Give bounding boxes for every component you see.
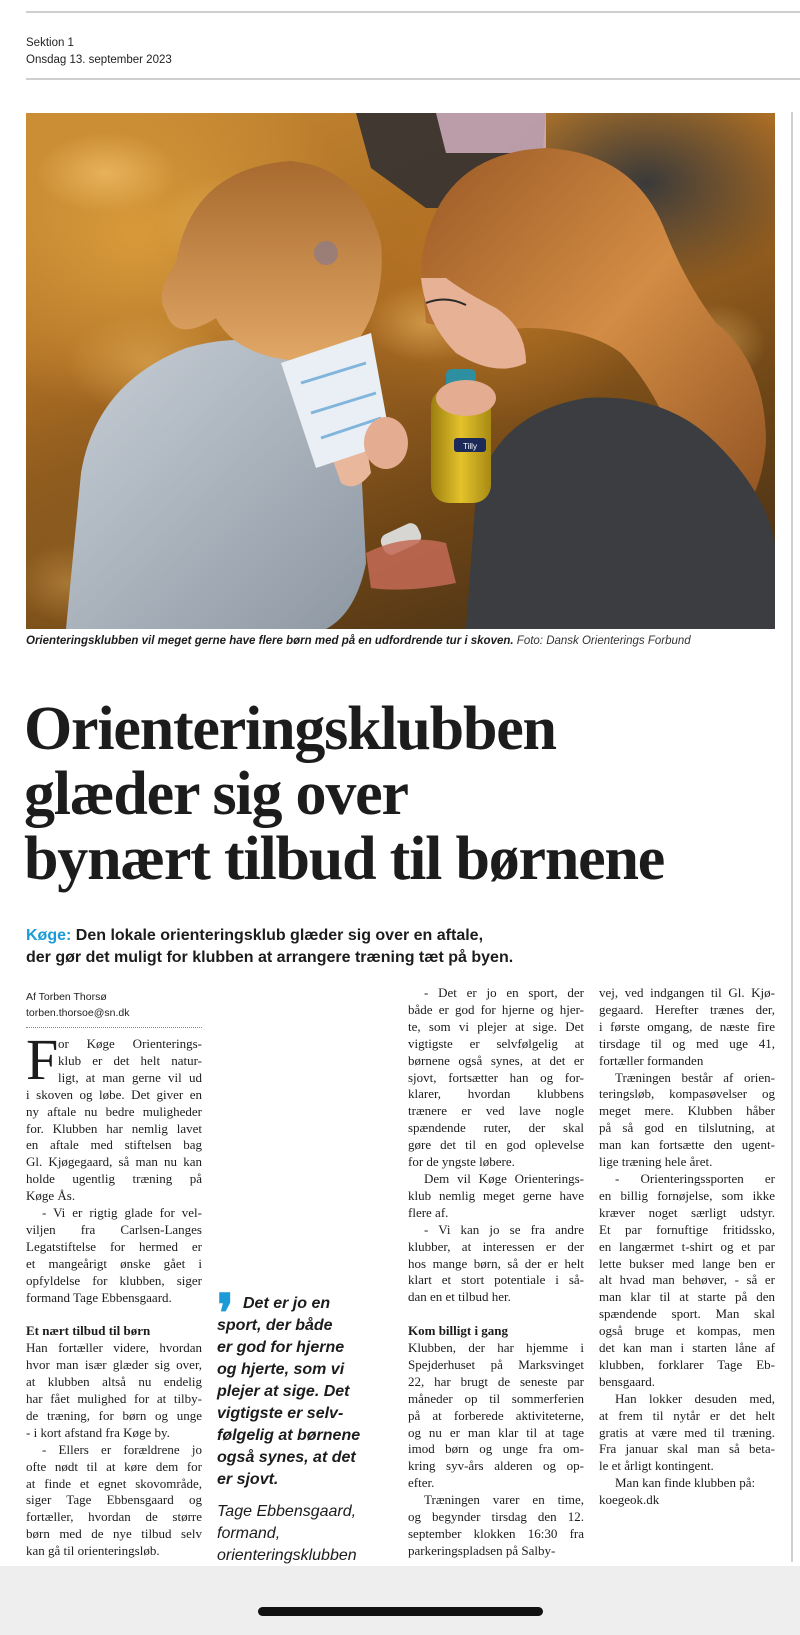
body-line: Træningen består af orien-	[615, 1069, 775, 1085]
body-line: ligt, at man gerne vil ud	[58, 1069, 202, 1085]
quote-line: følgelig at børnene	[217, 1427, 361, 1444]
body-column-3	[408, 985, 584, 1560]
quote-attribution	[217, 1501, 382, 1567]
subheading: Et nært tilbud til børn	[26, 1323, 151, 1339]
caption-text: Orienteringsklubben vil meget gerne have flere børn med på en udfordrende tur i skoven.	[26, 635, 514, 647]
body-line: at klubben altså nu endelig	[26, 1374, 202, 1390]
body-line: Fra januar skal man så beta-	[599, 1441, 775, 1457]
body-line: trænere er ved lave nogle	[408, 1103, 584, 1119]
body-line: en billig fornøjelse, som ikke	[599, 1187, 775, 1203]
body-line: Et par fornuftige fritidssko,	[599, 1221, 775, 1237]
body-line: siger Tage Ebbensgaard og	[26, 1492, 202, 1508]
body-line: både er god for hjerne og hjer-	[408, 1001, 584, 1017]
quote-mark-icon: ❜	[217, 1286, 234, 1343]
body-line: hos mange børn, så der er helt	[408, 1255, 584, 1271]
body-line: klubben, forklarer Tage Eb-	[599, 1356, 775, 1372]
body-line: vigtigste er selvfølgelig at	[408, 1035, 584, 1051]
body-line: imod børn og unge fra om-	[408, 1441, 584, 1457]
body-line: holde ugentlig træning på	[26, 1171, 202, 1187]
lead-paragraph	[26, 925, 726, 969]
issue-date: Onsdag 13. september 2023	[26, 54, 172, 66]
body-line: formand Tage Ebbensgaard.	[26, 1289, 172, 1305]
body-line: at finde et egnet skovområde,	[26, 1475, 202, 1491]
body-line: at frem til nytår er det helt	[599, 1407, 775, 1423]
body-line: Han lokker desuden med,	[615, 1390, 775, 1406]
headline-line: Orienteringsklubben	[24, 695, 556, 763]
body-line: kræver noget særligt udstyr.	[599, 1204, 775, 1220]
body-line: - i kort afstand fra Køge by.	[26, 1424, 170, 1440]
body-line: kring syv-års alderen og op-	[408, 1458, 584, 1474]
body-line: spændende ruter, der skal	[408, 1120, 584, 1136]
body-line: kan gå til orienteringsløb.	[26, 1543, 160, 1559]
quote-line: plejer at sige. Det	[217, 1383, 350, 1400]
body-line: Man kan finde klubben på:	[615, 1475, 756, 1491]
body-line: lette bukser med lange ben er	[599, 1255, 775, 1271]
body-line: for. Klubben har nemlig lavet	[26, 1120, 202, 1136]
body-line: te, som vi plejer at sige. Det	[408, 1018, 584, 1034]
body-line: bensgaard.	[599, 1373, 655, 1389]
body-line: det kan man i starten låne af	[599, 1340, 775, 1356]
body-line: har fået mulighed for at tilby-	[26, 1391, 202, 1407]
body-line: or Køge Orienterings-	[58, 1036, 202, 1051]
photo-illustration	[26, 113, 775, 629]
body-line: også bruge et kompas, men	[599, 1323, 775, 1339]
body-line: ny aftale nu bedre muligheder	[26, 1103, 202, 1119]
body-line: for de yngste løbere.	[408, 1154, 515, 1170]
lead-kicker: Køge:	[26, 927, 72, 944]
quote-line: sport, der både	[217, 1317, 333, 1334]
column-side-rule	[791, 112, 793, 1562]
body-line: sjovt, fortsætter han og for-	[408, 1069, 584, 1085]
meta-rule	[26, 78, 800, 80]
subheading: Kom billigt i gang	[408, 1323, 509, 1339]
body-line: gratis at være med til træning.	[599, 1424, 775, 1440]
headline-line: glæder sig over	[24, 760, 408, 828]
body-line: dan en et tilbud her.	[408, 1289, 511, 1305]
attribution-line: orienteringsklubben	[217, 1547, 357, 1564]
headline	[24, 697, 764, 892]
body-line: alt hvad man behøver, - så er	[599, 1272, 775, 1288]
bottom-bar	[0, 1566, 800, 1635]
body-line: september klokken 16:30 fra	[408, 1525, 584, 1541]
body-line: man kan fortsætte den ugent-	[599, 1137, 775, 1153]
body-line: børnene også synes, at det er	[408, 1052, 584, 1068]
body-line: på så god en tilslutning, at	[599, 1120, 775, 1136]
body-line: i første omgang, de næste fire	[599, 1018, 775, 1034]
lead-line: Den lokale orienteringsklub glæder sig over en aftale,	[75, 927, 484, 944]
body-line: Gl. Kjøgegaard, så man nu kan	[26, 1154, 202, 1170]
body-line: teringsløb, kompasøvelser og	[599, 1086, 775, 1102]
home-indicator[interactable]	[258, 1607, 543, 1616]
body-line: - Orienteringssporten er	[615, 1170, 775, 1186]
attribution-line: Tage Ebbensgaard,	[217, 1503, 357, 1520]
quote-line: er god for hjerne	[217, 1339, 345, 1356]
body-line: viljen fra Carlsen-Langes	[26, 1221, 202, 1237]
body-line: de træning, for børn og unge	[26, 1407, 202, 1423]
body-line: ofte nødt til at køre dem for	[26, 1458, 202, 1474]
body-line: tirsdage til og med uge 41,	[599, 1035, 775, 1051]
body-line: en langærmet t-shirt og et par	[599, 1238, 775, 1254]
quote-line: også synes, at det	[217, 1449, 356, 1466]
body-line: klubber, at interessen er der	[408, 1238, 584, 1254]
body-line: man klar til at starte på den	[599, 1289, 775, 1305]
body-line: vej, ved indgangen til Gl. Kjø-	[599, 985, 775, 1000]
body-line: en aftale med stiftelsen bag	[26, 1137, 202, 1153]
body-line: spændende sport. Man skal	[599, 1306, 775, 1322]
body-line: hvor man især glæder sig over,	[26, 1357, 202, 1373]
body-line: Spejderhuset på Marksvinget	[408, 1356, 584, 1372]
body-line: klub nemlig meget gerne have	[408, 1187, 584, 1203]
headline-line: bynært tilbud til børnene	[24, 825, 665, 893]
body-line: parkeringspladsen på Salby-	[408, 1542, 556, 1558]
quote-line: vigtigste er selv-	[217, 1405, 344, 1422]
section-label: Sektion 1	[26, 37, 74, 49]
body-line: på at forberede aktiviteterne,	[408, 1407, 584, 1423]
quote-text	[217, 1286, 382, 1491]
page-meta	[26, 35, 172, 69]
body-line: Legatstiftelse for hermed er	[26, 1238, 202, 1254]
quote-line: Det er jo en	[243, 1295, 331, 1312]
body-column-1	[26, 1027, 202, 1560]
body-line: et mangeårigt ønske gået i	[26, 1255, 202, 1271]
quote-line: er sjovt.	[217, 1471, 279, 1488]
body-line: meget mere. Klubben håber	[599, 1103, 775, 1119]
body-line: måneder op til sommerferien	[408, 1390, 584, 1406]
body-line: 22, har brugt de seneste par	[408, 1373, 584, 1389]
body-line: i skoven og løbe. Det giver en	[26, 1086, 202, 1102]
body-column-4	[599, 985, 775, 1509]
body-line: Klubben, der har hjemme i	[408, 1340, 584, 1356]
body-line: klart et stort potentiale i så-	[408, 1272, 584, 1288]
body-line: Dem vil Køge Orienterings-	[424, 1170, 584, 1186]
club-website-link[interactable]: koegeok.dk	[599, 1492, 660, 1508]
body-line: fortæller, hvordan de større	[26, 1509, 202, 1525]
top-rule	[26, 11, 800, 13]
photo-credit: Foto: Dansk Orienterings Forbund	[516, 635, 691, 647]
body-line: klub er det helt natur-	[58, 1052, 202, 1068]
quote-line: og hjerte, som vi	[217, 1361, 345, 1378]
photo-caption	[26, 634, 775, 649]
body-line: klarer, hvordan klubbens	[408, 1086, 584, 1102]
body-line: - Ellers er forældrene jo	[42, 1441, 202, 1457]
body-line: gøre det til en god oplevelse	[408, 1137, 584, 1153]
byline	[26, 989, 202, 1021]
body-line: - Vi er rigtig glade for vel-	[42, 1205, 202, 1221]
body-line: opfyldelse for klubben, siger	[26, 1272, 202, 1288]
article-photo[interactable]	[26, 113, 775, 629]
body-line: gegaard. Herefter trænes der,	[599, 1001, 775, 1017]
body-line: flere af.	[408, 1204, 449, 1220]
body-line: og begynder tirsdag den 12.	[408, 1509, 584, 1525]
body-line: efter.	[408, 1475, 435, 1491]
body-line: - Det er jo en sport, der	[424, 985, 584, 1000]
pull-quote	[217, 1286, 382, 1567]
body-line: Træningen varer en time,	[424, 1492, 584, 1508]
author-name: Af Torben Thorsø	[26, 991, 107, 1003]
bottle-label: Tilly	[463, 442, 477, 451]
drop-cap: F	[26, 1027, 59, 1092]
body-line: le et årligt kontingent.	[599, 1458, 714, 1474]
body-line: børn med de nye tilbud selv	[26, 1526, 202, 1542]
body-line: - Vi kan jo se fra andre	[424, 1221, 584, 1237]
body-line: fortæller formanden	[599, 1052, 704, 1068]
body-line: lige træning hele året.	[599, 1154, 713, 1170]
body-line: og nu er man klar til at tage	[408, 1424, 584, 1440]
author-email[interactable]: torben.thorsoe@sn.dk	[26, 1007, 130, 1019]
attribution-line: formand,	[217, 1525, 281, 1542]
lead-line: der gør det muligt for klubben at arrangere træning tæt på byen.	[26, 949, 514, 966]
body-line: Køge Ås.	[26, 1188, 76, 1204]
body-line: Han fortæller videre, hvordan	[26, 1340, 202, 1356]
